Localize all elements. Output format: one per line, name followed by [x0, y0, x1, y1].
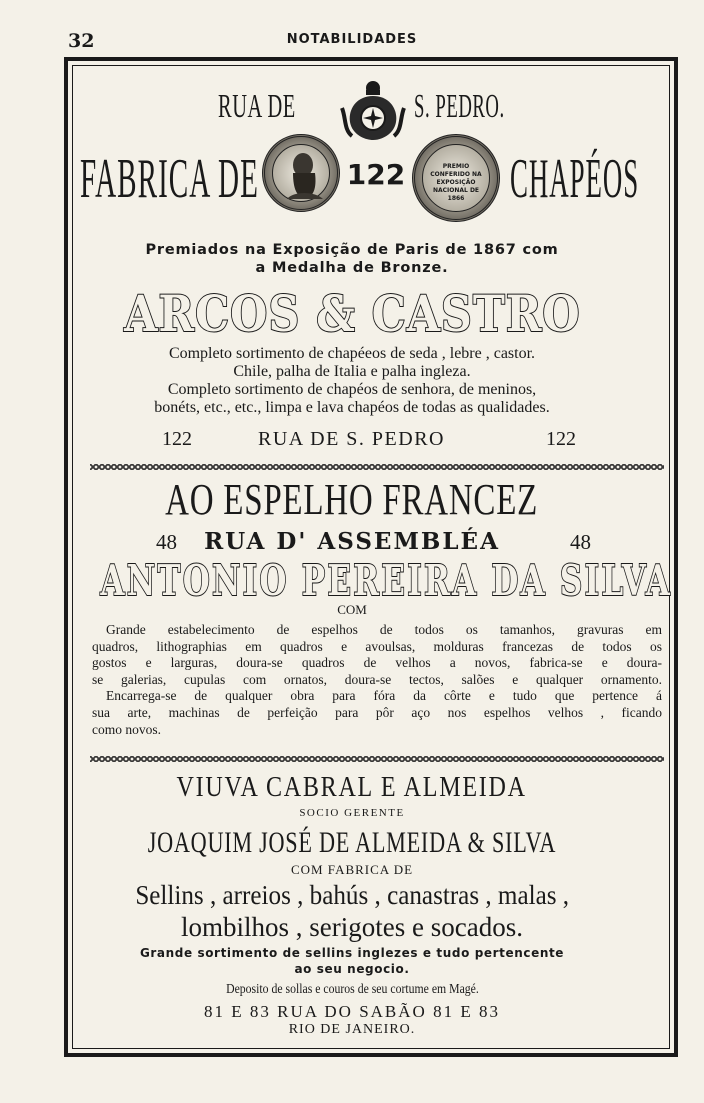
- desc-line-4: bonéts, etc., etc., limpa e lava chapéos de todas as qualidades.: [154, 399, 550, 416]
- imperial-crest-icon: [338, 78, 408, 144]
- ad3-sortimento-1: Grande sortimento de sellins inglezes e tudo pertencente: [139, 946, 565, 960]
- company-name: ARCOS & CASTRO: [123, 284, 581, 343]
- divider-2: [90, 756, 664, 762]
- ad2-body-line: se galerias, cupulas com ornatos, doura-se tectos, salões e qualquer ornamento.: [92, 671, 662, 687]
- emperor-portrait-icon: [283, 151, 325, 201]
- ad3-partner: JOAQUIM JOSÉ DE ALMEIDA & SILVA: [147, 826, 557, 859]
- ad3-socio: SOCIO GERENTE: [299, 807, 405, 819]
- ad2-body-line: como novos.: [92, 721, 161, 737]
- divider-1: [90, 464, 664, 470]
- factory-number: 122: [346, 158, 406, 191]
- exposition-medal-icon: PREMIO CONFERIDO NA EXPOSIÇÃO NACIONAL DE 1866: [412, 134, 500, 222]
- ad3-title: VIUVA CABRAL E ALMEIDA: [176, 772, 528, 803]
- desc-line-1: Completo sortimento de chapéeos de seda , lebre , castor.: [168, 345, 536, 362]
- ad2-body-line: quadros, lithographias em quadros e avoulsas, molduras francezas de todos os: [92, 638, 662, 654]
- ad3-products-2: lombilhos , serigotes e socados.: [181, 912, 523, 942]
- ad2-body-line: sua arte, machinas de perfeição para pôr aço nos espelhos velhos , ficando: [92, 704, 662, 720]
- ad2-com: COM: [337, 602, 367, 617]
- street-top-right: S. PEDRO.: [414, 88, 505, 125]
- ad3-products-1: Sellins , arreios , bahús , canastras , malas ,: [135, 880, 569, 910]
- page-header: [0, 28, 704, 54]
- ad2-number-left: 48: [156, 530, 177, 554]
- running-title: NOTABILIDADES: [286, 32, 418, 47]
- ad3-address: 81 E 83 RUA DO SABÃO 81 E 83: [204, 1002, 500, 1021]
- ad2-number-right: 48: [570, 530, 591, 554]
- ad2-body-line: Encarrega-se de qualquer obra para fóra da côrte e tudo que pertence á: [106, 688, 662, 704]
- ad3-com-fabrica: COM FABRICA DE: [290, 862, 414, 877]
- ad2-body: [92, 622, 662, 738]
- factory-right-label: CHAPÉOS: [510, 148, 640, 210]
- award-line-1: Premiados na Exposição de Paris de 1867 com: [145, 242, 559, 258]
- address-number-right: 122: [546, 428, 576, 450]
- factory-left-label: FABRICA DE: [80, 148, 259, 210]
- ad2-street: RUA D' ASSEMBLÉA: [204, 528, 500, 555]
- ad3-deposito: Deposito de sollas e couros de seu cortume em Magé.: [225, 982, 479, 997]
- ad3-sortimento-2: ao seu negocio.: [294, 962, 410, 976]
- award-line-2: a Medalha de Bronze.: [255, 260, 449, 276]
- address-number-left: 122: [162, 428, 192, 450]
- emperor-medal-icon: [262, 134, 340, 212]
- ad2-owner: ANTONIO PEREIRA DA SILVA: [100, 556, 672, 605]
- ad3-city: RIO DE JANEIRO.: [288, 1022, 416, 1037]
- desc-line-3: Completo sortimento de chapéos de senhora, de meninos,: [167, 381, 537, 398]
- address-street: RUA DE S. PEDRO: [258, 428, 445, 450]
- desc-line-2: Chile, palha de Italia e palha ingleza.: [233, 363, 471, 380]
- ad2-body-line: gostos e larguras, doura-se quadros de velhos a novos, fabrica-se e doura-: [92, 655, 662, 671]
- street-top-left: RUA DE: [218, 88, 296, 125]
- ad2-title: AO ESPELHO FRANCEZ: [165, 475, 539, 524]
- ad2-body-line: Grande estabelecimento de espelhos de todos os tamanhos, gravuras em: [106, 622, 662, 637]
- page-number: 32: [68, 30, 95, 52]
